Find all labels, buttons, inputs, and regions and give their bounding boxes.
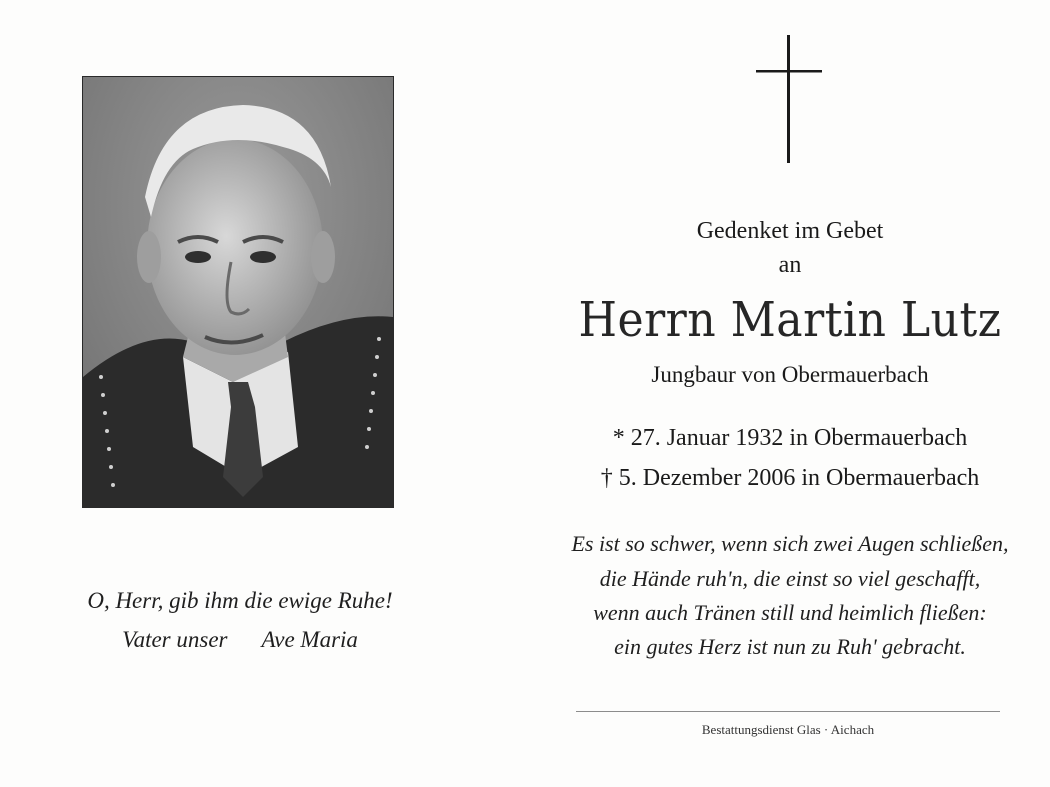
verse-line-4: ein gutes Herz ist nun zu Ruh' gebracht. [614, 634, 966, 659]
funeral-service-credit: Bestattungsdienst Glas · Aichach [701, 722, 875, 737]
prayer-ave-maria: Ave Maria [261, 627, 358, 652]
intro-line-2: an [778, 252, 802, 278]
verse-line-2: die Hände ruh'n, die einst so viel geschafft, [599, 566, 981, 591]
verse-line-1: Es ist so schwer, wenn sich zwei Augen schließen, [571, 531, 1009, 556]
deceased-name: Herrn Martin Lutz [578, 292, 1002, 348]
verse-line-3: wenn auch Tränen still und heimlich fließen: [593, 600, 987, 625]
birth-date: * 27. Januar 1932 in Obermauerbach [612, 425, 968, 451]
portrait-photo [82, 76, 394, 508]
footer-divider [576, 711, 1000, 712]
prayer-line-2 [60, 627, 420, 653]
prayer-line-1: O, Herr, gib ihm die ewige Ruhe! [87, 588, 393, 613]
intro-line-1: Gedenket im Gebet [696, 218, 884, 244]
death-date: † 5. Dezember 2006 in Obermauerbach [600, 465, 980, 491]
portrait-photo-icon [83, 77, 393, 507]
cross-icon [756, 35, 822, 163]
prayer-vater-unser: Vater unser [122, 627, 228, 652]
deceased-subtitle: Jungbaur von Obermauerbach [651, 362, 929, 387]
